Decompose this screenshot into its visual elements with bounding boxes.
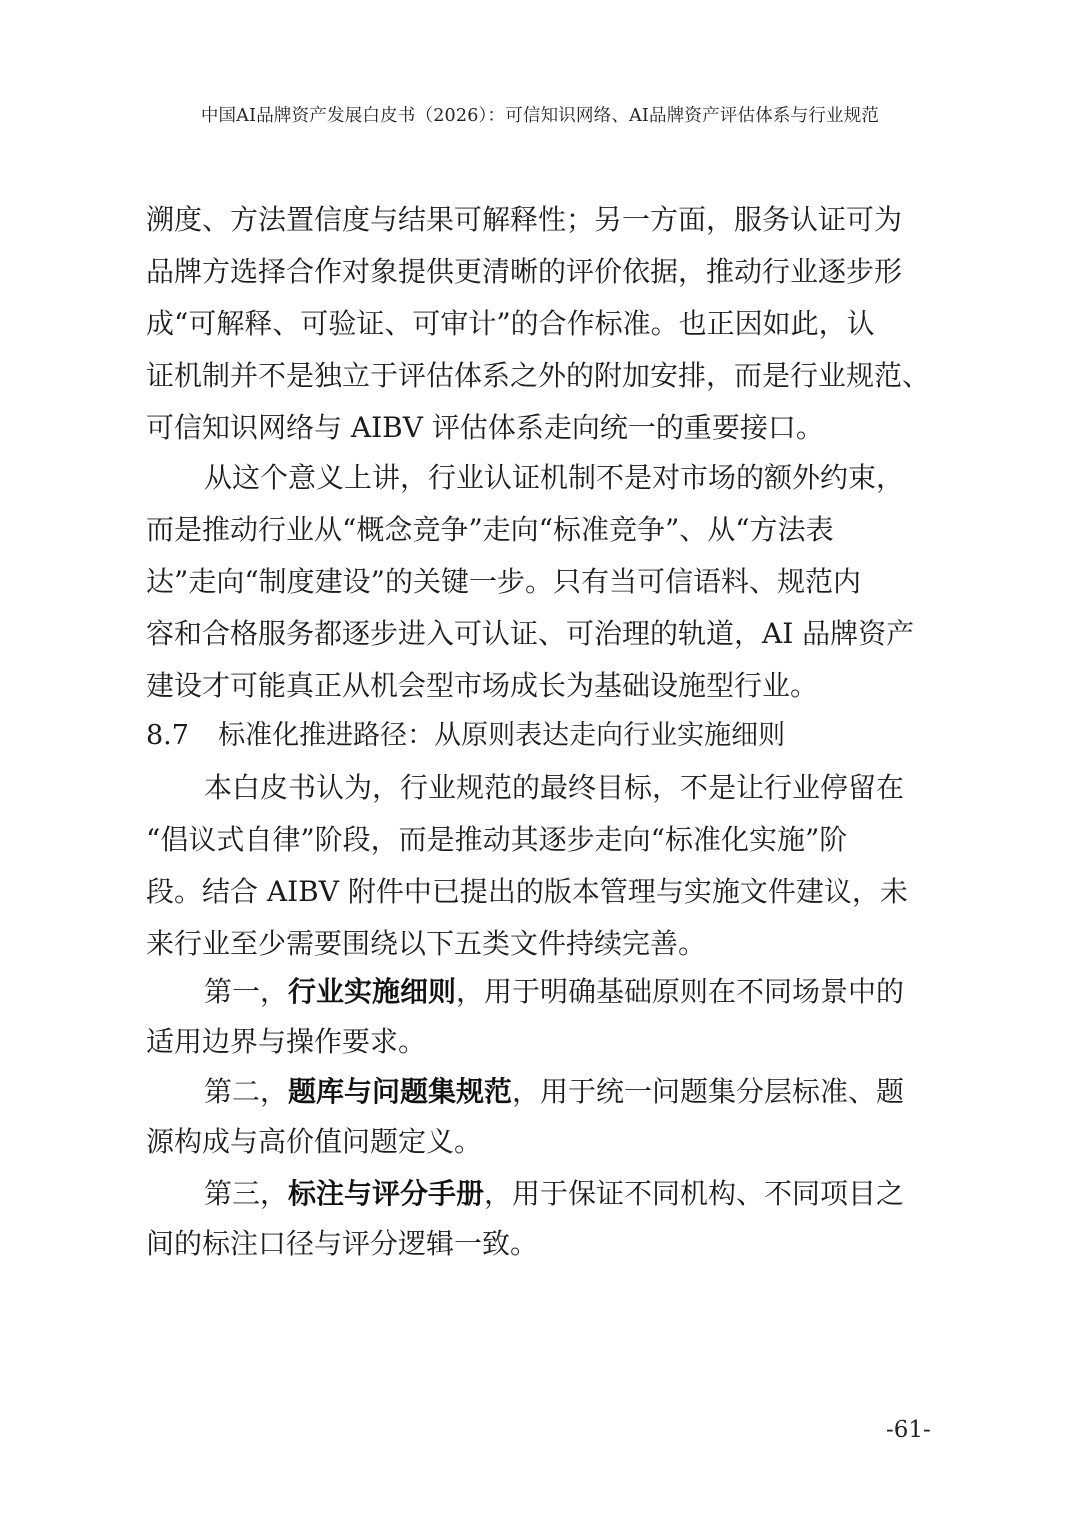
page-number: -61- — [886, 1417, 931, 1443]
item-text: ，用于明确基础原则在不同场景中的 — [456, 975, 905, 1008]
text-line: 适用边界与操作要求。 — [146, 1025, 427, 1058]
text-line: 成“可解释、可验证、可审计”的合作标准。也正因如此，认 — [146, 307, 875, 340]
text-line: 段。结合 AIBV 附件中已提出的版本管理与实施文件建议，未 — [146, 875, 908, 908]
text-line: 品牌方选择合作对象提供更清晰的评价依据，推动行业逐步形 — [146, 255, 903, 288]
running-header: 中国AI品牌资产发展白皮书（2026）：可信知识网络、AI品牌资产评估体系与行业规范 — [200, 106, 880, 126]
item-prefix: 第二， — [204, 1075, 289, 1108]
text-line: 间的标注口径与评分逻辑一致。 — [146, 1227, 539, 1260]
text-line: 容和合格服务都逐步进入可认证、可治理的轨道，AI 品牌资产 — [146, 617, 915, 650]
item-text: ，用于统一问题集分层标准、题 — [512, 1075, 905, 1108]
text-line — [204, 972, 904, 1012]
bold-term: 题库与问题集规范 — [288, 1075, 513, 1108]
text-line — [204, 1174, 904, 1214]
text-line: 本白皮书认为，行业规范的最终目标，不是让行业停留在 — [204, 771, 905, 804]
bold-term: 行业实施细则 — [288, 975, 457, 1008]
text-line: 源构成与高价值问题定义。 — [146, 1125, 483, 1158]
section-number: 8.7 — [146, 720, 189, 751]
text-line: 达”走向“制度建设”的关键一步。只有当可信语料、规范内 — [146, 565, 861, 598]
item-prefix: 第三， — [204, 1177, 289, 1210]
text-line: 从这个意义上讲，行业认证机制不是对市场的额外约束， — [204, 461, 905, 494]
text-line: 溯度、方法置信度与结果可解释性；另一方面，服务认证可为 — [146, 203, 903, 236]
section-heading — [146, 716, 785, 756]
text-line: 可信知识网络与 AIBV 评估体系走向统一的重要接口。 — [146, 411, 824, 444]
item-text: ，用于保证不同机构、不同项目之 — [484, 1177, 905, 1210]
text-line: 来行业至少需要围绕以下五类文件持续完善。 — [146, 927, 707, 960]
bold-term: 标注与评分手册 — [288, 1177, 485, 1210]
text-line: 而是推动行业从“概念竞争”走向“标准竞争”、从“方法表 — [146, 513, 834, 546]
text-line — [204, 1072, 904, 1112]
item-prefix: 第一， — [204, 975, 289, 1008]
section-title: 标准化推进路径：从原则表达走向行业实施细则 — [218, 720, 786, 751]
text-line: 证机制并不是独立于评估体系之外的附加安排，而是行业规范、 — [146, 359, 931, 392]
text-line: “倡议式自律”阶段，而是推动其逐步走向“标准化实施”阶 — [146, 823, 848, 856]
text-line: 建设才可能真正从机会型市场成长为基础设施型行业。 — [146, 669, 819, 702]
